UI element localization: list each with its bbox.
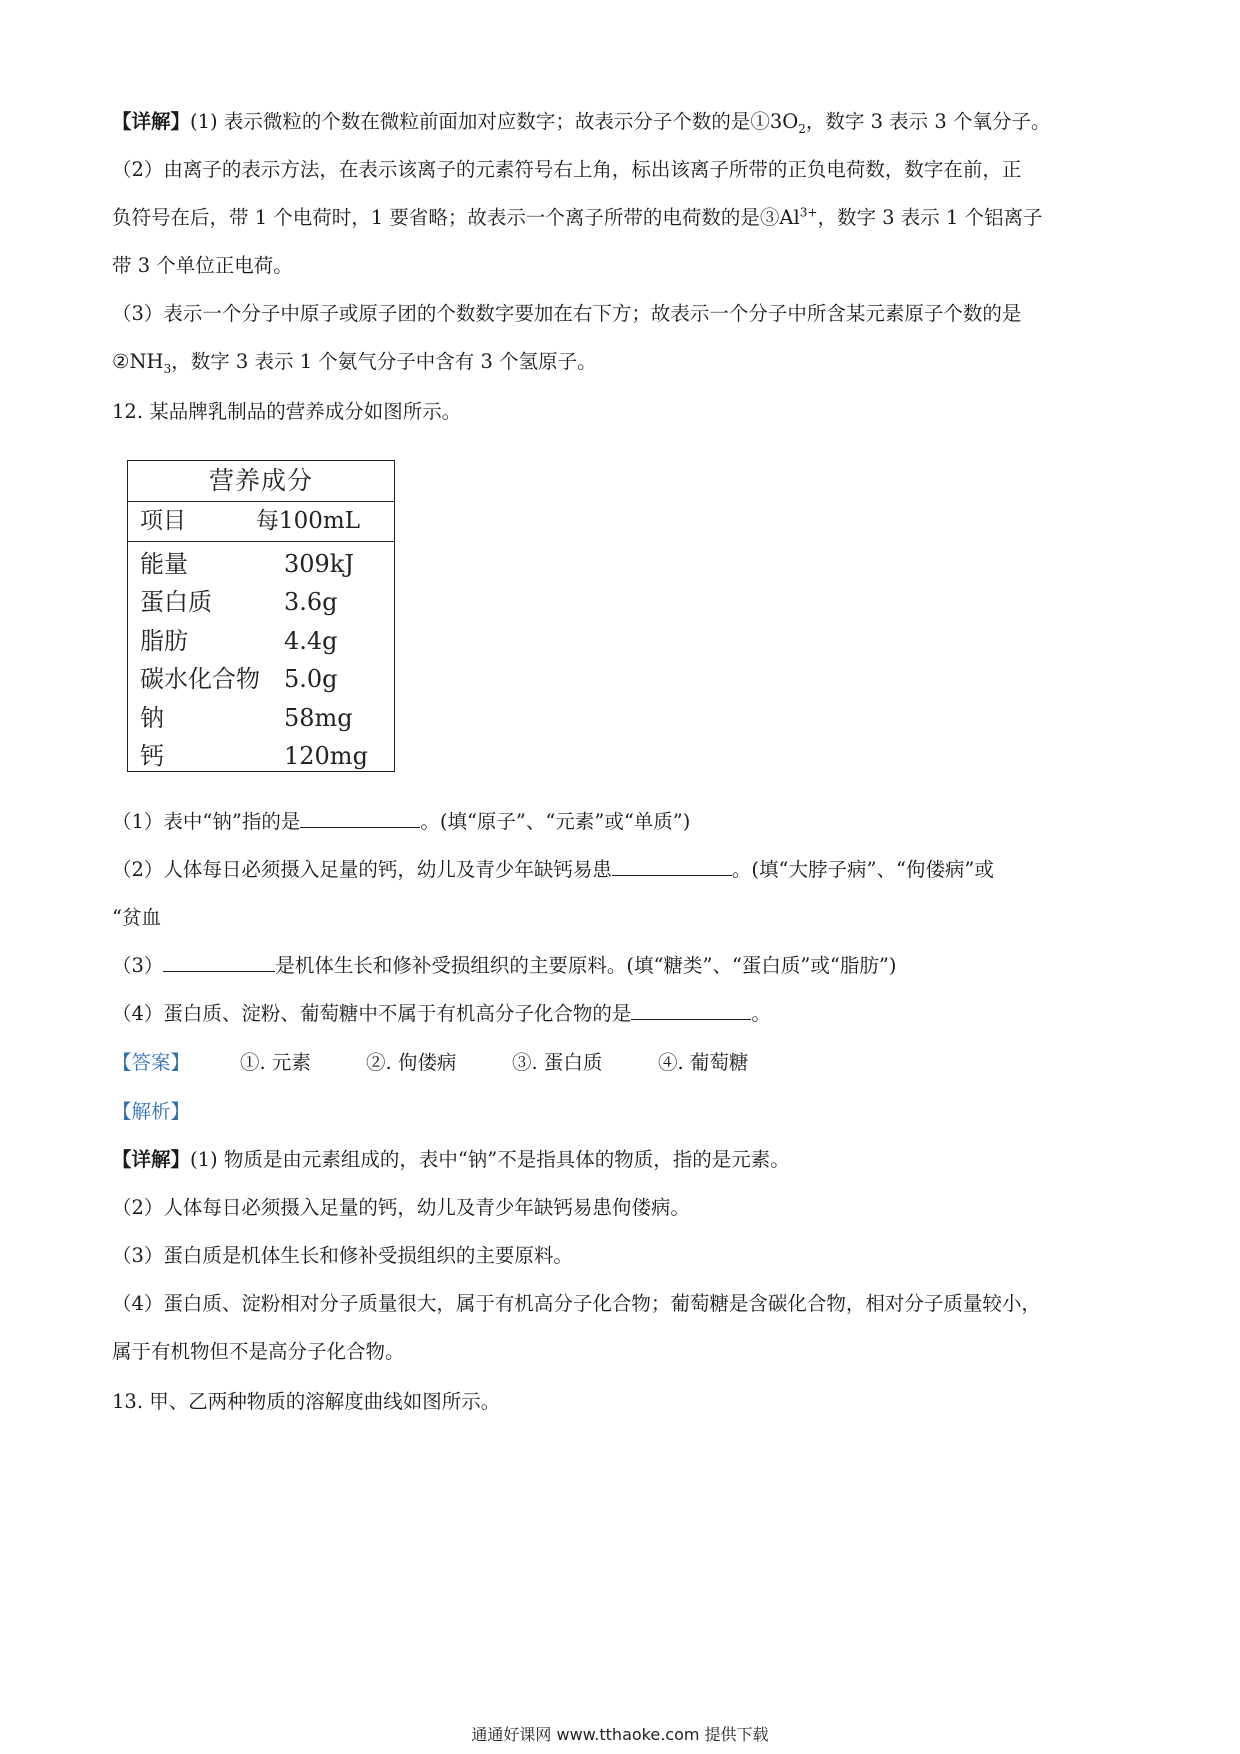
answer-blank-4[interactable] [631,1001,751,1020]
nutrition-row [128,699,394,737]
nutrient-name: 钠 [140,703,164,732]
analysis-line-2: （2）人体每日必须摄入足量的钙，幼儿及青少年缺钙易患佝偻病。 [112,1196,690,1219]
nutrient-value: 58mg [284,703,353,732]
nutrition-table-rows [128,542,394,775]
nutrition-row [128,583,394,621]
analysis-line-1: 【详解】(1) 物质是由元素组成的，表中“钠”不是指具体的物质，指的是元素。 [112,1148,790,1171]
nutrient-value: 5.0g [284,665,338,694]
detail-line-3: 负符号在后，带 1 个电荷时，1 要省略；故表示一个离子所带的电荷数的是$③Al^{3+}$，数字 3 表示 1 个铝离子 [112,205,1043,229]
answer-line [112,1049,748,1077]
detail-tag: 【详解】 [112,110,191,133]
q12-sub-1: （1）表中“钠”指的是 。(填“原子”、“元素”或“单质”) [112,810,691,833]
question-12-title: 12. 某品牌乳制品的营养成分如图所示。 [112,400,462,423]
nutrient-value: 4.4g [284,626,338,655]
analysis-line-5: 属于有机物但不是高分子化合物。 [112,1340,405,1363]
q12-sub-2: （2）人体每日必须摄入足量的钙，幼儿及青少年缺钙易患 。(填“大脖子病”、“佝偻病”或 [112,858,994,881]
nutrition-table [127,460,395,772]
answer-blank-2[interactable] [612,857,732,876]
column-per-100ml: 每100mL [256,508,360,534]
answer-1: ①. 元素 [240,1051,311,1074]
nutrition-row [128,545,394,583]
nutrient-name: 蛋白质 [140,588,212,617]
answer-3: ③. 蛋白质 [512,1051,603,1074]
answer-label: 【答案】 [112,1051,191,1074]
detail-line-5: （3）表示一个分子中原子或原子团的个数数字要加在右下方；故表示一个分子中所含某元素原子个数的是 [112,302,1022,325]
q12-sub-2-cont: “贫血 [112,906,161,929]
nutrient-name: 脂肪 [140,626,188,655]
q12-sub-4: （4）蛋白质、淀粉、葡萄糖中不属于有机高分子化合物的是 。 [112,1002,771,1025]
detail-line-2: （2）由离子的表示方法，在表示该离子的元素符号右上角，标出该离子所带的正负电荷数，数字在前，正 [112,158,1022,181]
nutrient-name: 钙 [140,741,164,770]
question-13-title: 13. 甲、乙两种物质的溶解度曲线如图所示。 [112,1390,501,1413]
detail-line-4: 带 3 个单位正电荷。 [112,254,293,277]
nutrition-row [128,660,394,698]
nutrition-row [128,622,394,660]
nutrition-row [128,737,394,775]
nutrient-name: 碳水化合物 [140,665,260,694]
nutrition-table-header: 营养成分 [128,461,394,502]
q12-sub-3: （3） 是机体生长和修补受损组织的主要原料。(填“糖类”、“蛋白质”或“脂肪”) [112,954,897,977]
answer-4: ④. 葡萄糖 [658,1051,749,1074]
analysis-line-4: （4）蛋白质、淀粉相对分子质量很大，属于有机高分子化合物；葡萄糖是含碳化合物，相对分子质量较小， [112,1292,1041,1315]
answer-blank-1[interactable] [300,809,420,828]
nutrient-value: 309kJ [284,550,354,578]
analysis-line-3: （3）蛋白质是机体生长和修补受损组织的主要原料。 [112,1244,573,1267]
nutrient-value: 120mg [284,741,368,770]
column-item: 项目 [140,508,186,534]
detail-line-6: $②NH_3$，数字 3 表示 1 个氨气分子中含有 3 个氢原子。 [112,350,597,376]
page-footer: 通通好课网 www.tthaoke.com 提供下载 [471,1725,769,1744]
nutrient-name: 能量 [140,550,188,578]
analysis-label: 【解析】 [112,1100,191,1123]
nutrition-table-columns [128,502,394,542]
detail-line-1: 【详解】(1) 表示微粒的个数在微粒前面加对应数字；故表示分子个数的是$①3O_2$，数字 3 表示 3 个氧分子。 [112,110,1051,136]
answer-2: ②. 佝偻病 [366,1051,457,1074]
answer-blank-3[interactable] [163,953,275,972]
nutrient-value: 3.6g [284,588,338,617]
